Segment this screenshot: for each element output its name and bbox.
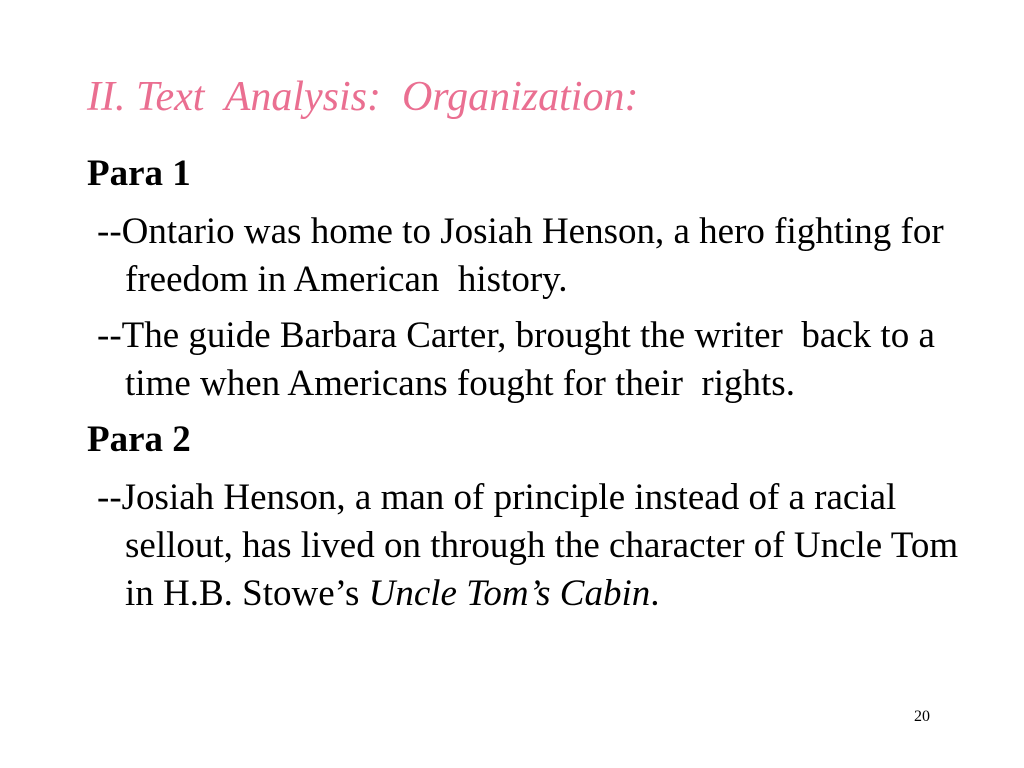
bullet-para-2-period: . [650,573,660,614]
bullet-para-1-item-2: --The guide Barbara Carter, brought the writer back to a time when Americans fought for their rights. [97,315,945,404]
bullet-para-1-item-1: --Ontario was home to Josiah Henson, a hero fighting for freedom in American history. [97,211,953,300]
book-title: Uncle Tom’s Cabin [368,573,651,614]
slide-content [87,150,967,626]
section-heading-para-1: Para 1 [87,153,191,194]
bullet-para-2-item-1 [87,474,967,618]
slide-title: II. Text Analysis: Organization: [87,74,639,120]
page-number: 20 [914,708,930,725]
bullet-para-2-text: --Josiah Henson, a man of principle instead of a racial sellout, has lived on through the character of Uncle Tom in H.B. Stowe’s [97,477,968,614]
section-heading-para-2: Para 2 [87,419,191,460]
